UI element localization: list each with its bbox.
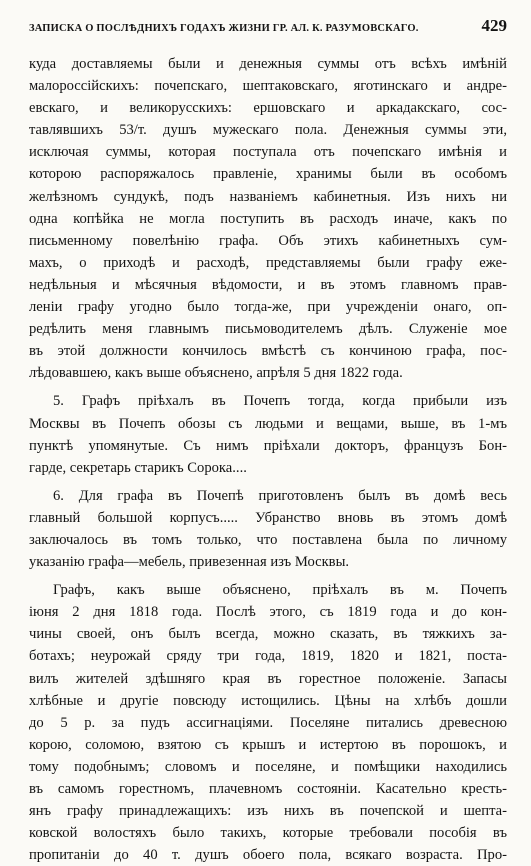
running-title: ЗАПИСКА О ПОСЛѢДНИХЪ ГОДАХЪ ЖИЗНИ ГР. АЛ. К. РАЗУМОВСКАГО. [29,23,419,34]
paragraph [29,390,507,478]
text-line: тому подобнымъ; словомъ и поселяне, и помѣщики находились [29,758,507,775]
page-number: 429 [481,16,507,35]
text-line: Москвы въ Почепъ обозы съ людьми и вещами, выше, въ 1-мъ [29,415,507,432]
text-line: которою распоряжалось правленіе, хранимы были въ особомъ [29,166,507,183]
text-line: янъ графу принадлежащихъ: изъ нихъ въ почепской и шепта- [29,803,507,820]
text-line: хлѣбные и другіе повсюду истощились. Цѣны на хлѣбъ дошли [29,692,507,709]
text-line: заключалось въ томъ только, что поставлена была по личному [29,531,507,548]
text-line: исключая суммы, которая поступала отъ почепскаго имѣнія и [29,144,507,161]
text-line: малороссійскихъ: почепскаго, шептаковскаго, яготинскаго и андре- [29,78,507,95]
paragraph [29,53,507,384]
text-line: письменному повелѣнію графа. Объ этихъ кабинетныхъ сум- [29,232,507,249]
text-line: леніи графу угодно было тогда-же, при учрежденіи онаго, оп- [29,299,507,316]
text-line: ботахъ; неурожай сряду три года, 1819, 1820 и 1821, поста- [29,648,507,665]
text-line: чины своей, онъ былъ всегда, можно сказать, въ тяжкихъ за- [29,626,507,643]
text-line: евскаго, и великорусскихъ: ершовскаго и аркадакскаго, сос- [29,100,507,117]
text-line: пропитаніи до 40 т. душъ обоего пола, всякаго возраста. Про- [29,847,507,864]
paragraph [29,485,507,573]
text-line: тавлявшихъ 53/т. душъ мужескаго пола. Денежныя суммы эти, [29,122,507,139]
body-text [29,53,507,866]
text-line: редѣлить меня главнымъ письмоводителемъ дѣлъ. Служеніе мое [29,321,507,338]
text-line: пунктѣ упомянутые. Съ нимъ пріѣхали докторъ, французъ Бон- [29,437,507,454]
text-line: махъ, о приходѣ и расходѣ, представляемы были графу еже- [29,254,507,271]
text-line: одна копѣйка не могла поступить въ расходъ иначе, какъ по [29,210,507,227]
page-header [29,16,507,40]
text-line: лѣдовавшею, какъ выше объяснено, апрѣля 5 дня 1822 года. [29,365,403,382]
text-line: корою, соломою, взятою съ крышъ и истертою въ порошокъ, и [29,736,507,753]
text-line: недѣльныя и мѣсячныя вѣдомости, и въ этомъ главномъ прав- [29,276,507,293]
text-line: вилъ жителей здѣшняго края въ горестное положеніе. Запасы [29,670,507,687]
text-line: 5. Графъ пріѣхалъ въ Почепъ тогда, когда прибыли изъ [53,393,507,410]
text-line: 6. Для графа въ Почепѣ приготовленъ былъ въ домѣ весь [53,487,507,504]
text-line: въ самомъ горестномъ, плачевномъ состояніи. Касательно кресть- [29,781,507,797]
text-line: указанію графа—мебель, привезенная изъ Москвы. [29,554,350,571]
text-line: іюня 2 дня 1818 года. Послѣ этого, съ 1819 года и до кон- [29,604,507,621]
text-line: куда доставляемы были и денежныя суммы отъ всѣхъ имѣній [29,56,507,72]
text-line: ковской волостяхъ было такихъ, которые требовали пособія въ [29,825,507,842]
text-line: Графъ, какъ выше объяснено, пріѣхалъ въ м. Почепъ [53,582,507,599]
text-line: гарде, секретарь старикъ Сорока.... [29,459,247,476]
text-line: главный большой корпусъ..... Убранство вновь въ этомъ домѣ [29,509,507,526]
text-line: въ этой должности кончилось вмѣстѣ съ кончиною графа, пос- [29,343,507,360]
text-line: желѣзномъ сундукѣ, подъ названіемъ кабинетныя. Изъ нихъ ни [29,188,507,205]
text-line: до 5 р. за пудъ ассигнаціями. Поселяне питались древесною [29,714,507,731]
paragraph [29,579,507,866]
